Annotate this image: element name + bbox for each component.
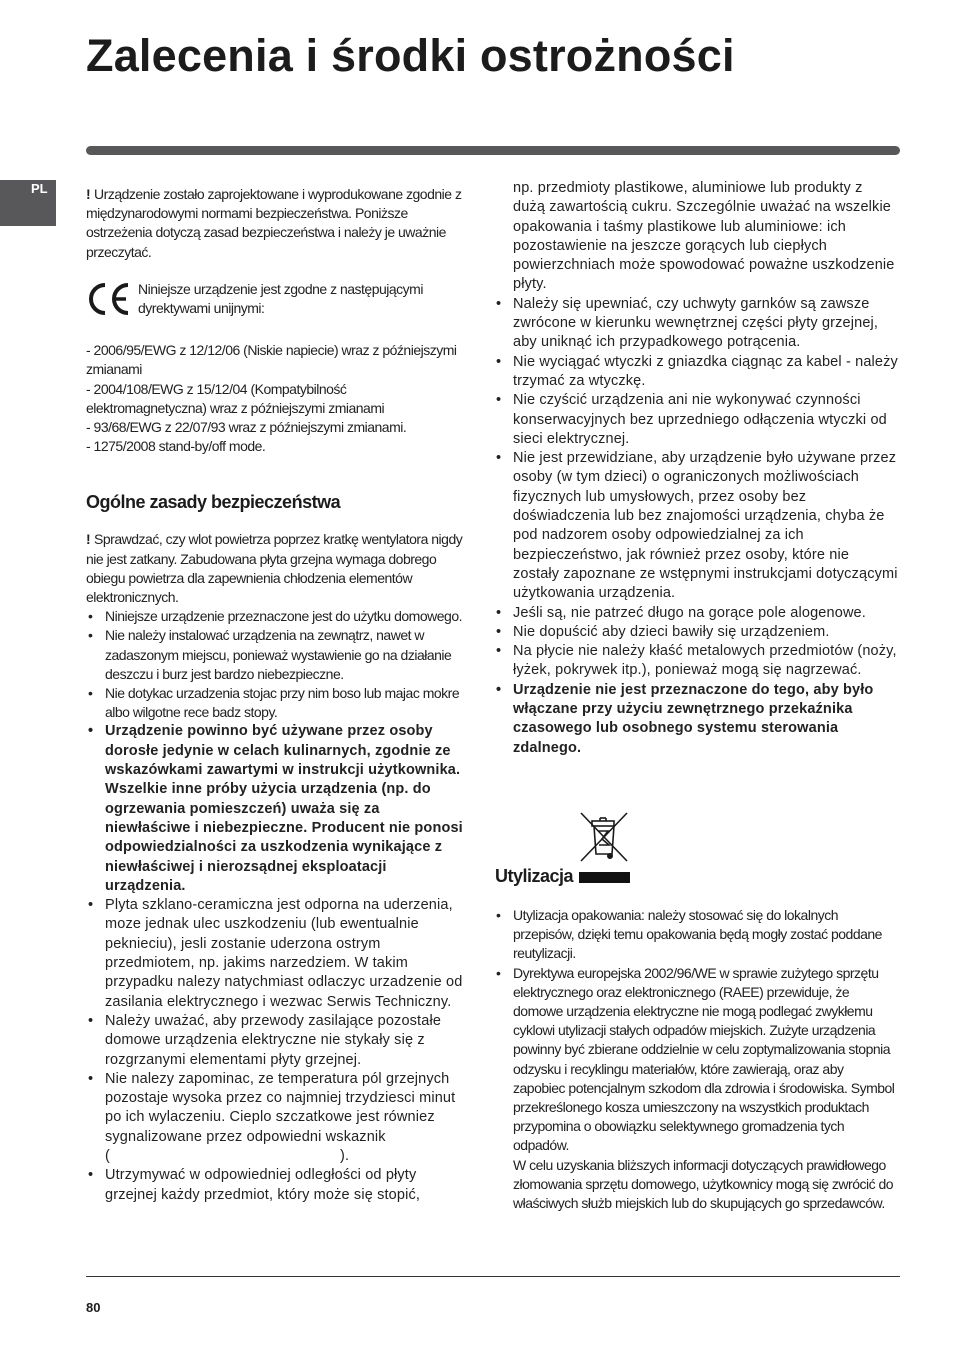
language-tab-label: PL — [31, 181, 48, 196]
intro-paragraph — [86, 185, 466, 262]
residual-heat-text: Nie nalezy zapominac, ze temperatura pól grzejnych pozostaje wysoka przez co najmniej trzydziesci minut po ich wylaczeniu. Cieplo szczatkowe jest równiez sygnalizowane przez odpowiedni wskaznik — [105, 1070, 456, 1145]
intro-text: Urządzenie zostało zaprojektowane i wyprodukowane zgodnie z międzynarodowymi normami bezpieczeństwa. Poniższe ostrzeżenia dotyczą zasad bezpieczeństwa i należy je uważnie przeczytać. — [86, 186, 462, 260]
list-item: • Nie należy instalować urządzenia na zewnątrz, nawet w zadaszonym miejscu, ponieważ wystawienie go na działanie deszczu i burz jest bardzo niebezpieczne. — [86, 626, 466, 684]
list-item — [86, 1070, 466, 1166]
list-item: • Nie jest przewidziane, aby urządzenie było używane przez osoby (w tym dzieci) o ograniczonych możliwościach fizycznych lub umysłowych, przez osoby bez doświadczenia lub bez znajomości urządzenia, chyba że pod nadzorem osoby odpowiedzialnej za ich bezpieczeństwo, jak również przez osoby, które nie zostały zapoznane ze wstępnymi instrukcjami dotyczącymi użytkowania urządzenia. — [494, 449, 898, 603]
language-tab — [0, 180, 56, 226]
list-item-bold: • Urządzenie nie jest przeznaczone do tego, aby było włączane przy użyciu zewnętrznego przekaźnika czasowego lub osobnego systemu sterowania zdalnego. — [494, 681, 898, 758]
right-column — [494, 179, 898, 758]
list-item: • Nie dopuścić aby dzieci bawiły się urządzeniem. — [494, 623, 898, 642]
general-safety-heading: Ogólne zasady bezpieczeństwa — [86, 492, 341, 513]
list-item: • Na płycie nie należy kłaść metalowych przedmiotów (noży, łyżek, pokrywek itp.), ponieważ mogą się nagrzewać. — [494, 642, 898, 681]
directive-item: - 1275/2008 stand-by/off mode. — [86, 438, 266, 455]
warning-mark: ! — [86, 531, 91, 548]
directive-item: - 2006/95/EWG z 12/12/06 (Niskie napiecie) wraz z późniejszymi zmianami — [86, 342, 457, 378]
warning-mark: ! — [86, 186, 91, 202]
crossed-out-wheelie-bin-icon — [578, 810, 630, 869]
disposal-heading: Utylizacja — [495, 866, 574, 886]
left-column — [86, 185, 466, 1205]
list-item: • Nie wyciągać wtyczki z gniazdka ciągnąc za kabel - należy trzymać za wtyczkę. — [494, 353, 898, 392]
ce-text: Niniejsze urządzenie jest zgodne z następującymi dyrektywami unijnymi: — [138, 280, 423, 317]
list-item: • Należy uważać, aby przewody zasilające pozostałe domowe urządzenia elektryczne nie stykały się z rozgrzanymi elementami płyty grzejnej. — [86, 1012, 466, 1070]
list-item: • Niniejsze urządzenie przeznaczone jest do użytku domowego. — [86, 607, 466, 626]
page-number: 80 — [86, 1300, 101, 1315]
list-item: • Utrzymywać w odpowiedniej odległości od płyty grzejnej każdy przedmiot, który może się stopić, — [86, 1166, 466, 1205]
paren-close: ). — [339, 1148, 350, 1164]
footer-divider — [86, 1276, 900, 1277]
disposal-heading-bar — [579, 872, 630, 883]
safety-list-continued — [494, 295, 898, 758]
list-item: • Jeśli są, nie patrzeć długo na gorące pole alogenowe. — [494, 604, 898, 623]
ventilation-warning — [86, 530, 466, 607]
disposal-list — [494, 906, 898, 1213]
directive-item: - 2004/108/EWG z 15/12/04 (Kompatybilność elektromagnetyczna) wraz z późniejszymi zmianami — [86, 380, 385, 416]
ce-statement — [86, 280, 466, 318]
list-item: • Utylizacja opakowania: należy stosować się do lokalnych przepisów, dzięki temu opakowania będą mogły zostać poddane reutylizacji. — [494, 906, 898, 964]
list-item: • Plyta szklano-ceramiczna jest odporna na uderzenia, moze jednak ulec uszkodzeniu (lub ewentualnie peknieciu), jesli zostanie uderzona ostrym przedmiotem, np. jakims narzedziem. W takim przypadku nalezy natychmiast odlaczyc urzadzenie od zasilania elektrycznego i wezwac Serwis Techniczny. — [86, 896, 466, 1012]
ventilation-text: Sprawdzać, czy wlot powietrza poprzez kratkę wentylatora nigdy nie jest zatkany. Zabudowana płyta grzejna wymaga dobrego obiegu powietrza dla zapewnienia chłodzenia elementów elektronicznych. — [86, 531, 463, 606]
list-item: • Nie dotykac urzadzenia stojac przy nim boso lub majac mokre albo wilgotne rece badz stopy. — [86, 684, 466, 722]
page-title: Zalecenia i środki ostrożności — [86, 30, 735, 81]
paren-open: ( — [105, 1148, 110, 1164]
directives-list — [86, 341, 466, 456]
continuation-text: np. przedmioty plastikowe, aluminiowe lub produkty z dużą zawartością cukru. Szczególnie uważać na wszelkie opakowania i taśmy plastikowe lub aluminiowe: ich pozostawienie na jeszcze gorących lub ciepłych powierzchniach może spowodować poważne uszkodzenie płyty. — [513, 180, 895, 293]
directive-item: - 93/68/EWG z 22/07/93 wraz z późniejszymi zmianami. — [86, 419, 407, 436]
ce-mark-icon — [86, 280, 138, 318]
disposal-followup: W celu uzyskania bliższych informacji dotyczących prawidłowego złomowania sprzętu domowego, użytkownicy mogą się zwrócić do właściwych służb miejskich lub do skupujących go sprzedawców. — [513, 1156, 894, 1212]
title-divider — [86, 146, 900, 155]
list-item: • Należy się upewniać, czy uchwyty garnków są zawsze zwrócone w kierunku wewnętrznej części płyty grzejnej, aby uniknąć ich przypadkowego potrącenia. — [494, 295, 898, 353]
list-item-bold: • Urządzenie powinno być używane przez osoby dorosłe jedynie w celach kulinarnych, zgodnie ze wskazówkami zawartymi w instrukcji użytkownika. Wszelkie inne próby użycia urządzenia (np. do ogrzewania pomieszczeń) uważa się za niewłaściwe i niebezpieczne. Producent nie ponosi odpowiedzialności za uszkodzenia wynikające z niewłaściwej i nierozsądnej eksploatacji urządzenia. — [86, 722, 466, 896]
list-item: • Nie czyścić urządzenia ani nie wykonywać czynności konserwacyjnych bez uprzedniego odłączenia wtyczki od sieci elektrycznej. — [494, 391, 898, 449]
list-item: • Dyrektywa europejska 2002/96/WE w sprawie zużytego sprzętu elektrycznego oraz elektronicznego (RAEE) przewiduje, że domowe urządzenia elektryczne nie mogą podlegać zwykłemu cyklowi utylizacji stałych odpadów miejskich. Zużyte urządzenia powinny być zbierane oddzielnie w celu zoptymalizowania stopnia odzysku i recyklingu materiałów, które zawierają, oraz aby zapobiec potencjalnym szkodom dla zdrowia i środowiska. Symbol przekreślonego kosza umieszczony na wszystkich produktach przypomina o obowiązku selektywnego gromadzenia tych odpadów. — [494, 964, 898, 1156]
general-safety-list — [86, 607, 466, 1205]
